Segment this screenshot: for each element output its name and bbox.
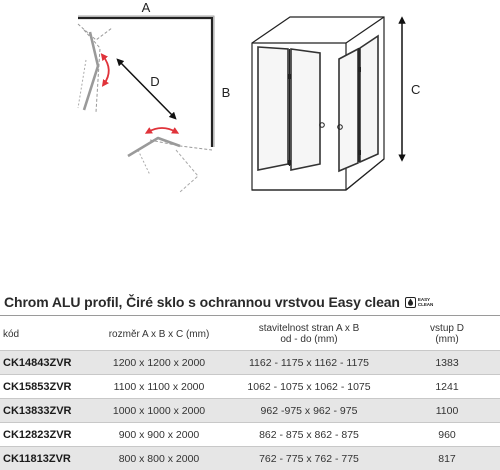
entry-width-dimension <box>119 61 174 117</box>
cell-range: 862 - 875 x 862 - 875 <box>224 423 394 447</box>
cell-entry: 1100 <box>394 399 500 423</box>
dimension-label-c: C <box>411 82 420 97</box>
table-row <box>0 447 500 470</box>
cell-size: 1100 x 1100 x 2000 <box>94 375 224 399</box>
dimension-label-a: A <box>142 0 151 15</box>
cell-entry: 817 <box>394 447 500 470</box>
table-row <box>0 375 500 399</box>
cell-code: CK14843ZVR <box>0 351 94 375</box>
table-row <box>0 351 500 375</box>
table-row <box>0 423 500 447</box>
product-title-row <box>4 294 496 310</box>
table-header-row <box>0 318 500 351</box>
cell-range: 1062 - 1075 x 1062 - 1075 <box>224 375 394 399</box>
bottom-rotation-arrow <box>148 128 176 132</box>
enclosure-perspective-diagram <box>252 17 420 190</box>
water-drop-icon <box>405 297 416 308</box>
dimension-label-b: B <box>222 85 231 100</box>
header-range: stavitelnost stran A x B od - do (mm) <box>224 318 394 351</box>
dimension-label-d: D <box>150 74 159 89</box>
cell-range: 962 -975 x 962 - 975 <box>224 399 394 423</box>
cell-entry: 1383 <box>394 351 500 375</box>
wall-outline <box>78 18 212 147</box>
product-title: Chrom ALU profil, Čiré sklo s ochrannou vrstvou Easy clean <box>4 294 400 310</box>
cell-size: 800 x 800 x 2000 <box>94 447 224 470</box>
cell-code: CK11813ZVR <box>0 447 94 470</box>
header-size: rozměr A x B x C (mm) <box>94 318 224 351</box>
header-code: kód <box>0 318 94 351</box>
table-row <box>0 399 500 423</box>
cell-code: CK12823ZVR <box>0 423 94 447</box>
header-entry: vstup D (mm) <box>394 318 500 351</box>
cell-size: 1000 x 1000 x 2000 <box>94 399 224 423</box>
cell-entry: 960 <box>394 423 500 447</box>
left-rotation-arrow <box>103 56 109 84</box>
cell-range: 1162 - 1175 x 1162 - 1175 <box>224 351 394 375</box>
easy-clean-label: EASY CLEAN <box>418 297 433 307</box>
cell-entry: 1241 <box>394 375 500 399</box>
cell-size: 1200 x 1200 x 2000 <box>94 351 224 375</box>
side-panel-front <box>339 49 358 171</box>
left-door-panel <box>84 32 98 110</box>
front-panel-right <box>291 49 320 170</box>
cell-range: 762 - 775 x 762 - 775 <box>224 447 394 470</box>
floor-plan-diagram <box>78 0 230 192</box>
side-panel-back <box>360 36 378 162</box>
easy-clean-badge <box>405 297 433 308</box>
title-divider <box>0 315 500 316</box>
front-panel-left <box>258 47 288 170</box>
cell-size: 900 x 900 x 2000 <box>94 423 224 447</box>
cell-code: CK15853ZVR <box>0 375 94 399</box>
cell-code: CK13833ZVR <box>0 399 94 423</box>
bottom-door-panel <box>128 138 180 156</box>
spec-table <box>0 318 500 470</box>
